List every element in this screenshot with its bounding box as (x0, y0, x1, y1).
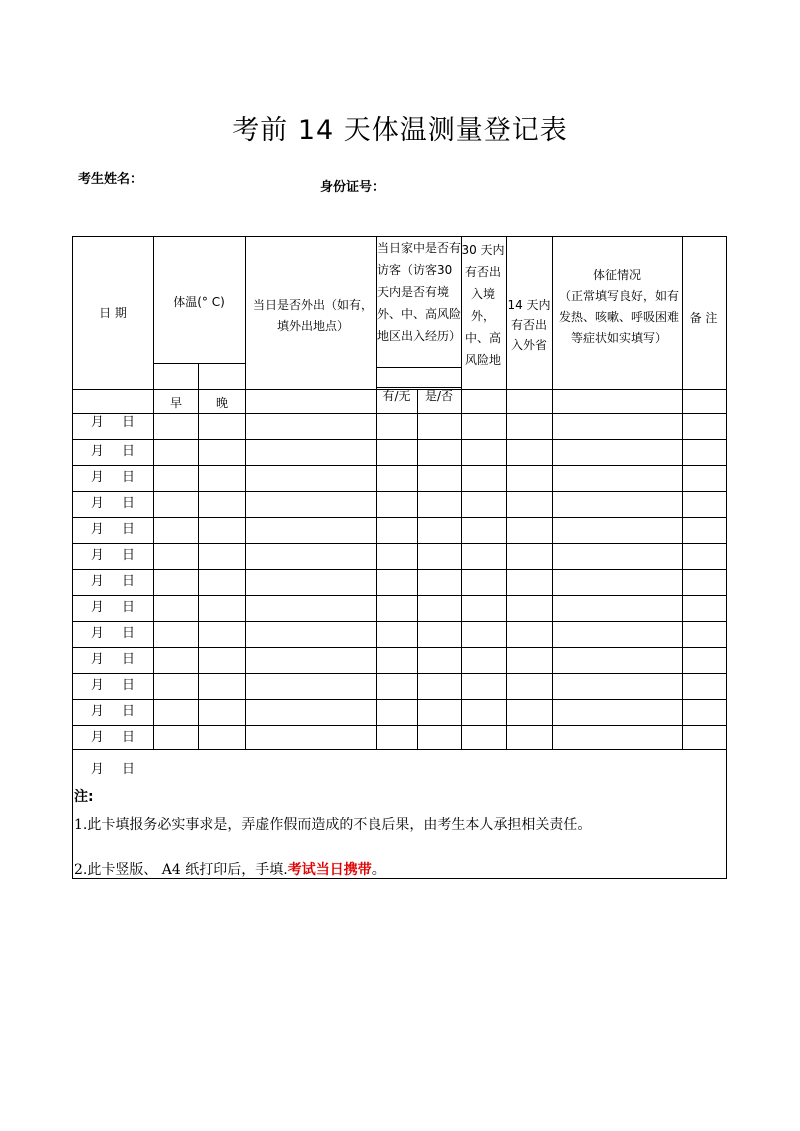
header-morning: 早 (169, 396, 182, 410)
date-row-label: 月 日 (90, 574, 136, 589)
grid-hline (73, 749, 726, 750)
note-2-prefix: 2.此卡竖版、 A4 纸打印后，手填. (74, 862, 288, 878)
grid-hline (73, 621, 726, 622)
date-row-label: 月 日 (90, 762, 136, 777)
grid-hline (73, 389, 726, 390)
name-label: 考生姓名： (78, 172, 144, 187)
grid-vline (552, 237, 553, 749)
grid-hline (73, 491, 726, 492)
header-temperature: 体温(° C) (173, 295, 225, 309)
grid-hline (73, 647, 726, 648)
grid-vline (198, 363, 199, 749)
grid-vline (417, 389, 418, 749)
grid-vline (461, 237, 462, 749)
header-symptoms-title: 体征情况 (592, 268, 641, 282)
grid-hline (153, 363, 245, 364)
header-visitor-is-not: 是/否 (424, 389, 454, 403)
header-symptoms-body: （正常填写良好，如有发热、咳嗽、呼吸困难等症状如实填写） (559, 289, 679, 345)
grid-vline (153, 237, 154, 749)
notes-section (74, 786, 724, 878)
header-visitor-yes-no: 有/无 (382, 389, 411, 403)
grid-hline (73, 413, 726, 414)
header-remarks: 备 注 (689, 311, 718, 325)
registration-table (72, 236, 727, 879)
grid-vline (506, 237, 507, 749)
date-row-label: 月 日 (90, 496, 136, 511)
grid-hline (73, 569, 726, 570)
note-2-suffix: 。 (371, 862, 386, 878)
note-2 (74, 859, 386, 879)
date-row-label: 月 日 (90, 548, 136, 563)
header-visitor: 当日家中是否有访客（访客30 天内是否有境外、中、高风险地区出入经历） (377, 241, 461, 343)
date-row-label: 月 日 (90, 444, 136, 459)
date-row-label: 月 日 (90, 470, 136, 485)
note-2-highlight: 考试当日携带 (287, 862, 372, 878)
note-1: 1.此卡填报务必实事求是，弄虚作假而造成的不良后果，由考生本人承担相关责任。 (74, 817, 592, 833)
notes-title: 注: (74, 789, 94, 805)
date-row-label: 月 日 (90, 522, 136, 537)
grid-hline (73, 595, 726, 596)
header-date: 日 期 (99, 306, 127, 320)
grid-vline (245, 237, 246, 749)
date-row-label: 月 日 (90, 678, 136, 693)
grid-hline (73, 699, 726, 700)
date-row-label: 月 日 (90, 626, 136, 641)
grid-vline (376, 237, 377, 749)
date-row-label: 月 日 (90, 704, 136, 719)
header-evening: 晚 (215, 396, 228, 410)
grid-hline (376, 387, 461, 388)
page-title: 考前 14 天体温测量登记表 (232, 115, 568, 146)
grid-hline (73, 517, 726, 518)
date-row-label: 月 日 (90, 600, 136, 615)
grid-vline (682, 237, 683, 749)
grid-hline (73, 673, 726, 674)
date-row-label: 月 日 (90, 652, 136, 667)
grid-hline (73, 439, 726, 440)
grid-hline (376, 367, 461, 368)
header-abroad-30days: 30 天内有否出入境外，中、高风险地 (461, 243, 505, 367)
header-province-14days: 14 天内有否出入外省 (507, 298, 551, 352)
header-outing: 当日是否外出（如有，填外出地点） (253, 298, 373, 333)
grid-hline (73, 543, 726, 544)
date-row-label: 月 日 (90, 415, 136, 430)
date-row-label: 月 日 (90, 730, 136, 745)
grid-hline (73, 725, 726, 726)
id-number-label: 身份证号： (320, 180, 386, 195)
grid-hline (73, 465, 726, 466)
